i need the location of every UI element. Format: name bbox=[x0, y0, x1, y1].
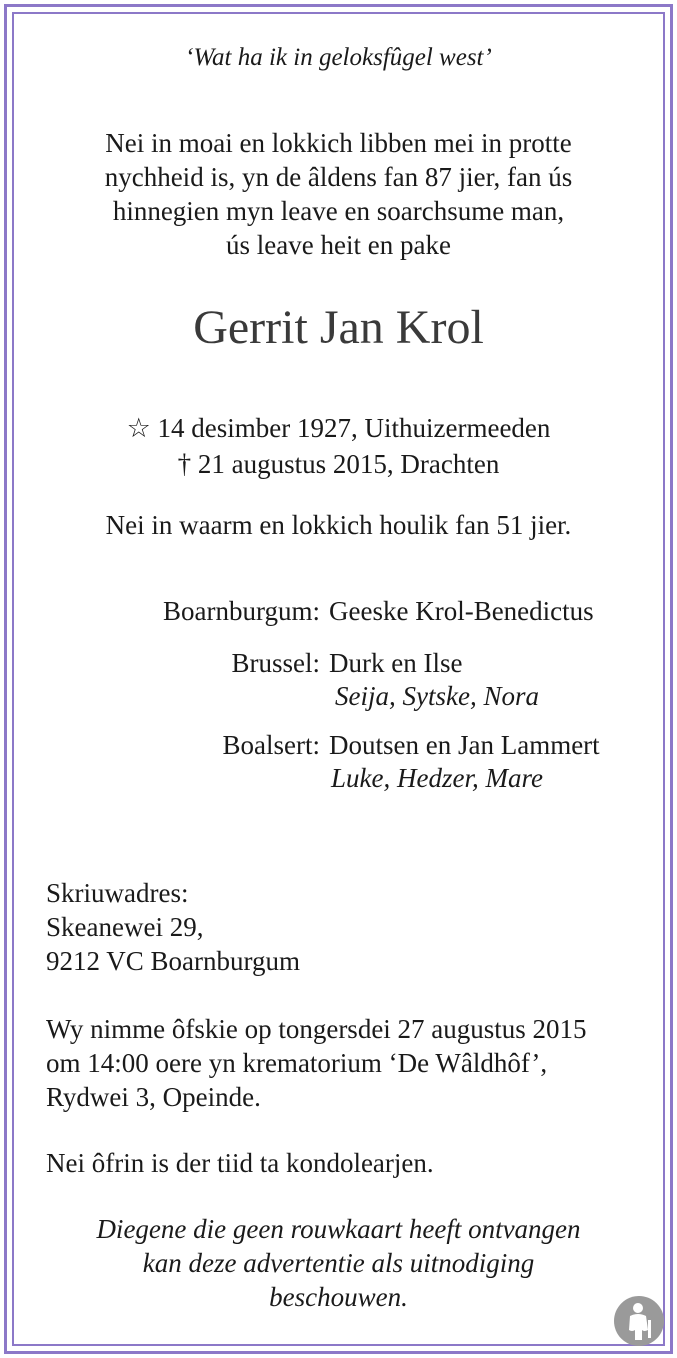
family-names: Geeske Krol-Benedictus bbox=[329, 596, 594, 626]
condolence-line bbox=[46, 1146, 434, 1180]
intro-line: hinnegien myn leave en soarchsume man, bbox=[112, 196, 565, 226]
note-line: beschouwen. bbox=[269, 1282, 408, 1312]
family-children: Luke, Hedzer, Mare bbox=[331, 763, 543, 793]
ceremony-info bbox=[46, 1012, 587, 1114]
ceremony-line: om 14:00 oere yn krematorium ‘De Wâldhôf’, bbox=[46, 1048, 548, 1078]
family-place: Boarnburgum: bbox=[163, 596, 320, 626]
intro-line: ús leave heit en pake bbox=[226, 230, 451, 260]
ceremony-line: Wy nimme ôfskie op tongersdei 27 augustus 2015 bbox=[46, 1014, 587, 1044]
invitation-note bbox=[0, 1212, 677, 1314]
family-place: Brussel: bbox=[231, 648, 320, 678]
family-place: Boalsert: bbox=[222, 730, 320, 760]
address-line: Skriuwadres: bbox=[46, 878, 189, 908]
marriage-line: Nei in waarm en lokkich houlik fan 51 jier. bbox=[105, 510, 572, 540]
family-names: Durk en Ilse bbox=[329, 648, 463, 678]
birth-line: ☆ 14 desimber 1927, Uithuizermeeden bbox=[126, 413, 551, 443]
motto: ‘Wat ha ik in geloksfûgel west’ bbox=[185, 44, 492, 71]
ceremony-line: Rydwei 3, Opeinde. bbox=[46, 1082, 261, 1112]
intro-line: Nei in moai en lokkich libben mei in protte bbox=[105, 128, 572, 158]
condolence-text: Nei ôfrin is der tiid ta kondolearjen. bbox=[46, 1148, 434, 1178]
intro-text bbox=[0, 126, 677, 262]
family-names: Doutsen en Jan Lammert bbox=[329, 730, 600, 760]
family-children: Seija, Sytske, Nora bbox=[335, 681, 539, 711]
address-line: 9212 VC Boarnburgum bbox=[46, 946, 301, 976]
life-dates bbox=[0, 410, 677, 482]
correspondence-address bbox=[46, 876, 300, 978]
note-line: Diegene die geen rouwkaart heeft ontvangen bbox=[96, 1214, 581, 1244]
mourning-figure-logo-icon bbox=[614, 1296, 664, 1346]
death-line: † 21 augustus 2015, Drachten bbox=[177, 449, 500, 479]
address-line: Skeanewei 29, bbox=[46, 912, 204, 942]
deceased-name: Gerrit Jan Krol bbox=[193, 301, 484, 354]
note-line: kan deze advertentie als uitnodiging bbox=[142, 1248, 535, 1278]
intro-line: nychheid is, yn de âldens fan 87 jier, fan ús bbox=[104, 162, 573, 192]
